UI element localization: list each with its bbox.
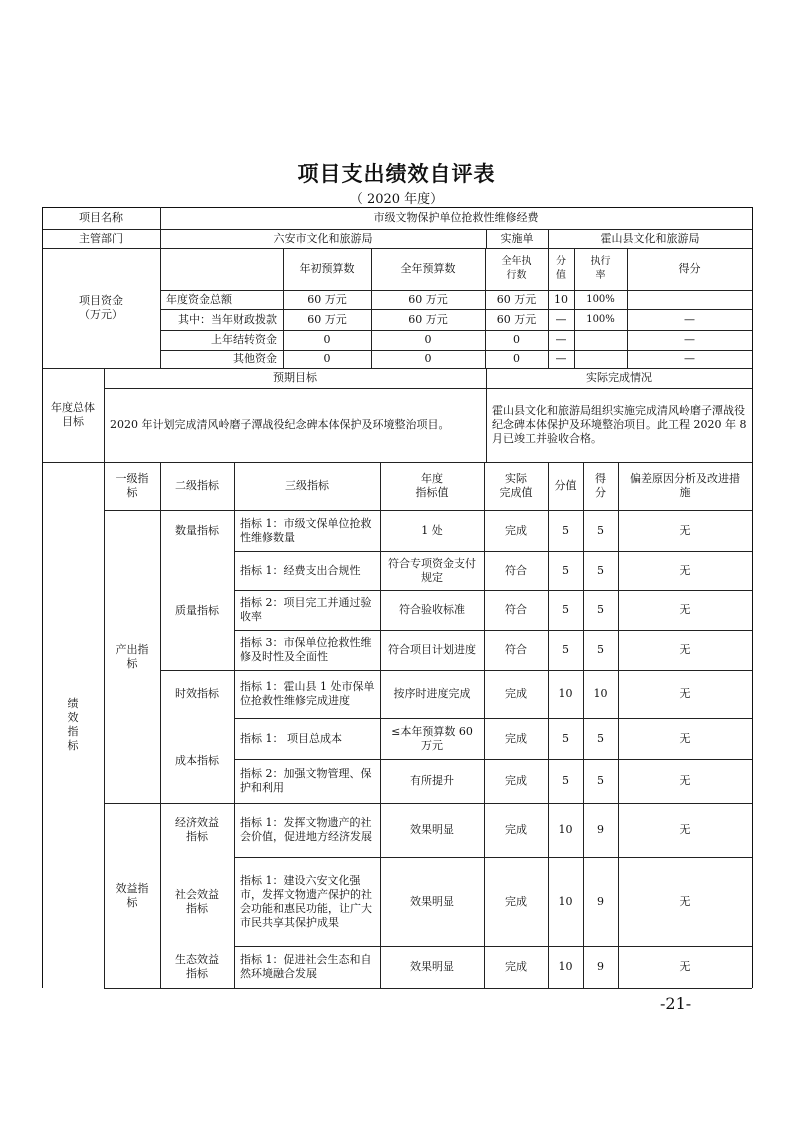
- indicator-score-value: 5: [562, 563, 569, 577]
- table-rule: [574, 248, 575, 368]
- funds-score: —: [684, 312, 695, 326]
- expected-goal-header: 预期目标: [273, 371, 317, 384]
- project-name-value: 市级文物保护单位抢救性维修经费: [373, 211, 539, 224]
- deviation-analysis: 无: [679, 603, 691, 616]
- indicator-target: ≤本年预算数 60 万元: [391, 724, 473, 752]
- table-rule: [380, 462, 381, 988]
- table-rule: [42, 207, 43, 988]
- indicator-target: 按序时进度完成: [393, 687, 471, 700]
- deviation-analysis: 无: [679, 643, 691, 656]
- indicator-score-value: 5: [562, 774, 569, 787]
- indicator-score: 9: [597, 894, 604, 908]
- indicator-score: 5: [597, 774, 604, 787]
- indicator-score: 9: [597, 960, 604, 973]
- impl-value: 霍山县文化和旅游局: [600, 231, 700, 245]
- page-subtitle: （ 2020 年度）: [349, 192, 444, 207]
- funds-row-name: 其中：当年财政拨款: [178, 312, 277, 326]
- actual-completion-text: 霍山县文化和旅游局组织实施完成清风岭磨子潭战役纪念碑本体保护及环境整治项目。此工程 2020 年 8 月已竣工并验收合格。: [492, 404, 747, 445]
- funds-header: 全年预算数: [400, 262, 456, 275]
- table-rule: [104, 368, 105, 462]
- indicator-actual: 完成: [505, 894, 527, 908]
- table-rule: [485, 248, 486, 368]
- secondary-indicator: 社会效益 指标: [175, 887, 219, 915]
- indicator-actual: 符合: [505, 603, 527, 616]
- indicator-score-value: 10: [558, 894, 573, 908]
- funds-header: 全年执 行数: [501, 256, 532, 281]
- tertiary-indicator: 指标 1：促进社会生态和自然环境融合发展: [240, 953, 372, 980]
- deviation-analysis: 无: [679, 823, 691, 836]
- funds-row-name: 上年结转资金: [211, 333, 277, 346]
- funds-rate: [574, 330, 627, 350]
- indicator-actual: 符合: [505, 643, 527, 656]
- indicator-score-value: 5: [562, 731, 569, 745]
- funds-initial-budget: 0: [323, 333, 331, 346]
- indicator-score: 5: [597, 731, 604, 745]
- table-rule: [160, 290, 752, 291]
- table-rule: [104, 510, 752, 511]
- table-rule: [486, 368, 487, 462]
- table-rule: [627, 248, 628, 368]
- page-title: 项目支出绩效自评表: [297, 161, 496, 186]
- indicator-header: 一级指 标: [115, 472, 149, 499]
- indicator-header: 年度 指标值: [415, 472, 449, 499]
- funds-executed: 60 万元: [496, 292, 537, 306]
- indicator-score-value: 10: [558, 687, 573, 700]
- indicator-target: 有所提升: [410, 774, 454, 787]
- indicator-score-value: 5: [562, 643, 569, 656]
- table-rule: [160, 462, 161, 988]
- tertiary-indicator: 指标 3：市保单位抢救性维修及时性及全面性: [240, 636, 372, 663]
- table-rule: [484, 462, 485, 988]
- actual-completion-header: 实际完成情况: [586, 371, 652, 384]
- indicator-score: 10: [593, 687, 608, 700]
- funds-score-value: —: [555, 333, 567, 346]
- indicator-actual: 完成: [505, 774, 527, 787]
- table-rule: [548, 248, 549, 368]
- indicator-score: 5: [597, 643, 604, 656]
- deviation-analysis: 无: [679, 523, 691, 537]
- deviation-analysis: 无: [679, 960, 691, 973]
- indicator-score-value: 5: [562, 603, 569, 616]
- table-rule: [104, 803, 752, 804]
- table-rule: [104, 988, 752, 989]
- secondary-indicator: 经济效益 指标: [175, 816, 219, 843]
- funds-initial-budget: 0: [323, 352, 331, 365]
- indicator-actual: 完成: [505, 823, 527, 836]
- funds-score-value: —: [555, 312, 567, 326]
- indicator-target: 效果明显: [410, 894, 454, 908]
- impl-label: 实施单: [500, 231, 534, 245]
- indicator-target: 符合专项资金支付 规定: [388, 556, 476, 584]
- indicator-score: 5: [597, 603, 604, 616]
- funds-header: 分 值: [556, 256, 566, 281]
- table-rule: [160, 330, 752, 331]
- funds-rate: 100%: [586, 313, 615, 325]
- indicator-target: 1 处: [421, 523, 443, 537]
- secondary-indicator: 数量指标: [175, 523, 219, 537]
- indicator-target: 符合项目计划进度: [388, 643, 476, 656]
- deviation-analysis: 无: [679, 687, 691, 700]
- indicator-header: 得 分: [595, 472, 606, 499]
- funds-row-name: 其他资金: [233, 352, 277, 365]
- indicators-label: 绩 效 指 标: [67, 697, 79, 752]
- tertiary-indicator: 指标 1：发挥文物遗产的社会价值，促进地方经济发展: [240, 816, 372, 843]
- funds-executed: 0: [513, 333, 520, 346]
- table-rule: [234, 857, 752, 858]
- table-rule: [234, 946, 752, 947]
- indicator-actual: 完成: [505, 960, 527, 973]
- secondary-indicator: 生态效益 指标: [175, 953, 219, 980]
- project-name-label: 项目名称: [79, 211, 123, 224]
- indicator-header: 二级指标: [175, 479, 219, 492]
- table-rule: [234, 759, 752, 760]
- funds-annual-budget: 0: [424, 333, 432, 346]
- funds-header: 得分: [678, 262, 701, 275]
- funds-score: [627, 290, 752, 309]
- funds-header: 执行 率: [590, 256, 611, 281]
- table-rule: [371, 248, 372, 368]
- indicator-score: 5: [597, 563, 604, 577]
- indicator-actual: 符合: [505, 563, 527, 577]
- indicator-actual: 完成: [505, 523, 527, 537]
- table-rule: [486, 229, 487, 248]
- table-rule: [618, 462, 619, 988]
- benefit-indicator-label: 效益指 标: [115, 881, 149, 909]
- tertiary-indicator: 指标 1：霍山县 1 处市保单位抢救性维修完成进度: [240, 680, 375, 707]
- indicator-actual: 完成: [505, 687, 527, 700]
- table-rule: [104, 462, 105, 988]
- dept-label: 主管部门: [79, 231, 123, 245]
- funds-rate: [574, 350, 627, 368]
- funds-executed: 0: [513, 352, 520, 365]
- deviation-analysis: 无: [679, 731, 691, 745]
- deviation-analysis: 无: [679, 774, 691, 787]
- funds-initial-budget: 60 万元: [307, 312, 347, 326]
- table-rule: [548, 462, 549, 988]
- indicator-score-value: 10: [558, 960, 573, 973]
- secondary-indicator: 时效指标: [175, 687, 219, 700]
- indicator-score-value: 5: [562, 523, 569, 537]
- indicator-target: 符合验收标准: [399, 603, 465, 616]
- funds-rate: 100%: [586, 293, 615, 305]
- table-rule: [548, 229, 549, 248]
- tertiary-indicator: 指标 2：加强文物管理、保护和利用: [240, 767, 372, 794]
- funds-annual-budget: 0: [424, 352, 432, 365]
- funds-score-value: 10: [554, 292, 568, 306]
- table-rule: [234, 718, 752, 719]
- output-indicator-label: 产出指 标: [115, 642, 149, 670]
- tertiary-indicator: 指标 2：项目完工并通过验收率: [240, 596, 372, 623]
- table-rule: [160, 350, 752, 351]
- funds-annual-budget: 60 万元: [408, 292, 448, 306]
- indicator-actual: 完成: [505, 731, 527, 745]
- indicator-score: 5: [597, 523, 604, 537]
- deviation-analysis: 无: [679, 563, 691, 577]
- funds-header: 年初预算数: [299, 262, 355, 275]
- table-rule: [160, 309, 752, 310]
- indicator-header: 三级指标: [285, 479, 329, 492]
- dept-value: 六安市文化和旅游局: [273, 231, 373, 245]
- funds-initial-budget: 60 万元: [307, 292, 347, 306]
- secondary-indicator: 成本指标: [175, 753, 219, 767]
- table-rule: [234, 462, 235, 988]
- indicator-score-value: 10: [558, 823, 573, 836]
- funds-score-value: —: [555, 352, 567, 365]
- expected-goal-text: 2020 年计划完成清风岭磨子潭战役纪念碑本体保护及环境整治项目。: [110, 418, 450, 431]
- indicator-header: 分值: [554, 479, 577, 492]
- deviation-analysis: 无: [679, 894, 691, 908]
- funds-score: —: [684, 352, 695, 365]
- table-rule: [104, 388, 752, 389]
- table-rule: [160, 670, 752, 671]
- table-rule: [583, 462, 584, 988]
- table-rule: [234, 590, 752, 591]
- tertiary-indicator: 指标 1：建设六安文化强市，发挥文物遗产保护的社会功能和惠民功能，让广大市民共享其保护成果: [240, 873, 372, 929]
- funds-row-name: 年度资金总额: [166, 292, 232, 306]
- funds-annual-budget: 60 万元: [408, 312, 448, 326]
- table-rule: [283, 248, 284, 368]
- table-rule: [234, 630, 752, 631]
- tertiary-indicator: 指标 1：经费支出合规性: [240, 563, 361, 577]
- goals-label: 年度总体 目标: [51, 401, 95, 428]
- secondary-indicator: 质量指标: [175, 603, 219, 617]
- indicator-target: 效果明显: [410, 960, 454, 973]
- table-rule: [234, 551, 752, 552]
- funds-label: 项目资金 （万元）: [79, 294, 123, 321]
- indicator-score: 9: [597, 823, 604, 836]
- page-number: -21-: [660, 994, 692, 1013]
- tertiary-indicator: 指标 1： 项目总成本: [240, 731, 342, 745]
- indicator-header: 实际 完成值: [499, 472, 533, 499]
- tertiary-indicator: 指标 1：市级文保单位抢救性维修数量: [240, 516, 372, 544]
- funds-executed: 60 万元: [496, 312, 537, 326]
- indicator-target: 效果明显: [410, 823, 454, 836]
- funds-score: —: [684, 333, 695, 346]
- indicator-header: 偏差原因分析及改进措 施: [630, 472, 740, 499]
- table-rule: [752, 207, 753, 988]
